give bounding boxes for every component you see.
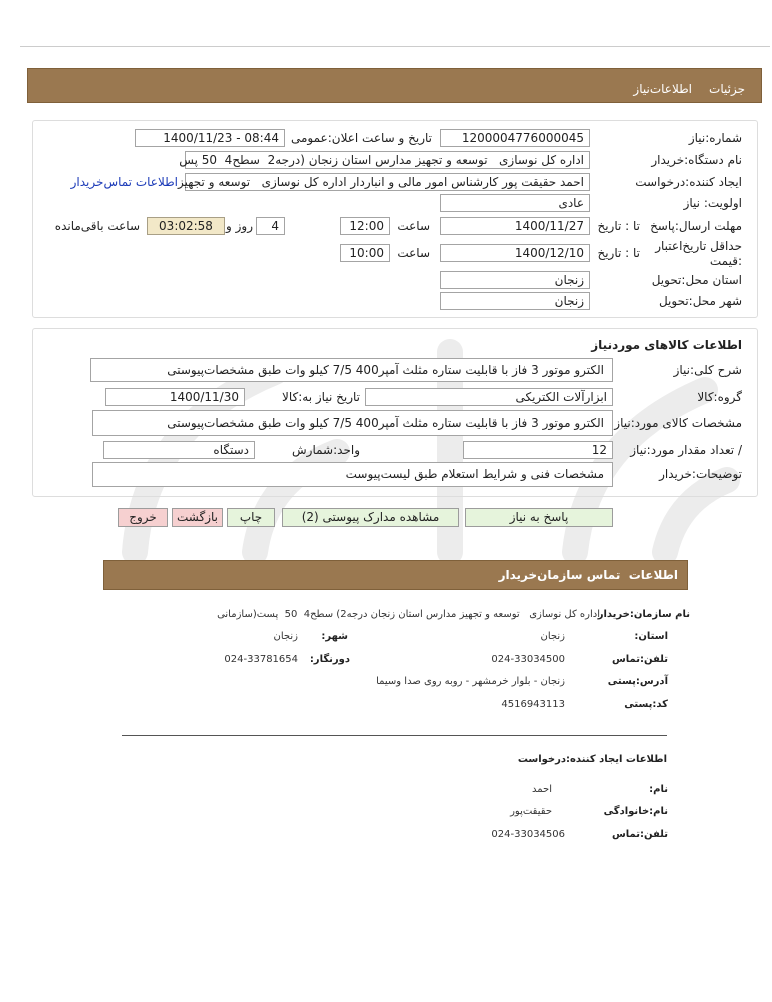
attachments-button[interactable]: مشاهده مدارک پیوستی (2): [282, 508, 459, 527]
days-remaining-field: 4: [256, 217, 285, 235]
buyer-notes-field: مشخصات فنی و شرایط استعلام طبق لیست‌پیوست: [92, 462, 613, 487]
buyer-notes-label: توضیحات:خریدار: [659, 467, 742, 481]
contact-fax-label: دورنگار:: [309, 654, 350, 665]
price-validity-label-line1: حداقل تاریخ‌اعتبار: [655, 239, 742, 253]
contact-fax-value: 024-33781654: [224, 654, 298, 665]
buyer-org-field: اداره کل نوسازی توسعه و تجهیز مدارس استان زنجان (درجه2 سطح4 50 پس: [185, 151, 590, 169]
buyer-contact-header-bar: [103, 560, 688, 590]
delivery-city-label: شهر محل:تحویل: [658, 294, 742, 308]
specs-field: الکترو موتور 3 فاز با قابلیت ستاره مثلث آمپر400 7/5 کیلو وات طبق مشخصات‌پیوستی: [92, 410, 613, 436]
delivery-province-label: استان محل:تحویل: [651, 273, 742, 287]
requester-first-name-label: نام:: [649, 784, 668, 795]
requester-info-title: اطلاعات ایجاد کننده:درخواست: [517, 754, 667, 765]
contact-postal-label: کد:پستی: [624, 699, 668, 710]
requester-label: ایجاد کننده:درخواست: [635, 175, 742, 189]
contact-province-value: زنجان: [540, 631, 565, 642]
contact-postal-value: 4516943113: [501, 699, 565, 710]
contact-divider: [122, 735, 667, 736]
price-validity-time-label: ساعت: [397, 246, 430, 260]
top-divider: [20, 46, 770, 47]
general-desc-field: الکترو موتور 3 فاز با قابلیت ستاره مثلث آمپر400 7/5 کیلو وات طبق مشخصات‌پیوستی: [90, 358, 613, 382]
unit-label: واحد:شمارش: [292, 443, 360, 457]
time-remaining-field: 03:02:58: [147, 217, 225, 235]
specs-label: مشخصات کالای مورد:نیاز: [614, 416, 742, 430]
requester-phone-value: 024-33034506: [491, 829, 565, 840]
delivery-city-field: زنجان: [440, 292, 590, 310]
buyer-contact-title: اطلاعات تماس سازمان‌خریدار: [498, 568, 678, 582]
contact-address-value: زنجان - بلوار خرمشهر - روبه روی صدا وسیما: [376, 676, 565, 687]
contact-address-label: آدرس:پستی: [607, 676, 668, 687]
price-validity-date-field: 1400/12/10: [440, 244, 590, 262]
contact-phone-value: 024-33034500: [491, 654, 565, 665]
price-validity-time-field: 10:00: [340, 244, 390, 262]
requester-first-name-value: احمد: [532, 784, 552, 795]
price-validity-label-line2: :قیمت: [709, 254, 742, 268]
need-date-label: تاریخ نیاز به:کالا: [282, 390, 360, 404]
announce-datetime-label: تاریخ و ساعت اعلان:عمومی: [290, 131, 432, 145]
buyer-contact-link[interactable]: اطلاعات تماس‌خریدار: [70, 175, 178, 189]
respond-button[interactable]: پاسخ به نیاز: [465, 508, 613, 527]
goods-group-label: گروه:کالا: [697, 390, 742, 404]
deadline-label: مهلت ارسال:پاسخ: [650, 219, 742, 233]
exit-button[interactable]: خروج: [118, 508, 168, 527]
general-desc-label: شرح کلی:نیاز: [673, 363, 742, 377]
goods-title: اطلاعات کالاهای موردنیاز: [591, 338, 742, 352]
goods-group-field: ابزارآلات الکتریکی: [365, 388, 613, 406]
header-tab-need-info: اطلاعات‌نیاز: [633, 82, 692, 96]
back-button[interactable]: بازگشت: [172, 508, 223, 527]
deadline-time-label: ساعت: [397, 219, 430, 233]
need-number-field: 1200004776000045: [440, 129, 590, 147]
buyer-org-label: نام دستگاه:خریدار: [651, 153, 742, 167]
unit-field: دستگاه: [103, 441, 255, 459]
priority-field: عادی: [440, 194, 590, 212]
header-tab-details: جزئیات: [709, 82, 745, 96]
deadline-time-field: 12:00: [340, 217, 390, 235]
price-validity-to-date-label: تا : تاریخ: [597, 246, 640, 260]
requester-phone-label: تلفن:تماس: [611, 829, 668, 840]
print-button[interactable]: چاپ: [227, 508, 275, 527]
requester-last-name-value: حقیقت‌پور: [510, 806, 552, 817]
deadline-date-field: 1400/11/27: [440, 217, 590, 235]
contact-org-label: نام سازمان:خریدار: [597, 609, 690, 620]
requester-last-name-label: نام:خانوادگی: [603, 806, 668, 817]
contact-province-label: استان:: [634, 631, 668, 642]
contact-org-value: اداره کل نوسازی توسعه و تجهیز مدارس استان زنجان درجه2) سطح4 50 پست(سازمانی: [217, 609, 600, 620]
need-number-label: شماره:نیاز: [688, 131, 742, 145]
contact-city-label: شهر:: [321, 631, 348, 642]
requester-field: احمد حقیقت پور کارشناس امور مالی و انباردار اداره کل نوسازی توسعه و تجهیز: [185, 173, 590, 191]
need-date-field: 1400/11/30: [105, 388, 245, 406]
time-remaining-label: ساعت باقی‌مانده: [54, 219, 140, 233]
deadline-to-date-label: تا : تاریخ: [597, 219, 640, 233]
delivery-province-field: زنجان: [440, 271, 590, 289]
contact-city-value: زنجان: [273, 631, 298, 642]
page-header-bar: [27, 68, 762, 103]
quantity-field: 12: [463, 441, 613, 459]
quantity-label: / تعداد مقدار مورد:نیاز: [630, 443, 742, 457]
contact-phone-label: تلفن:تماس: [611, 654, 668, 665]
announce-datetime-field: 1400/11/23 - 08:44: [135, 129, 285, 147]
priority-label: اولویت: نیاز: [683, 196, 742, 210]
days-label: روز و: [226, 219, 253, 233]
